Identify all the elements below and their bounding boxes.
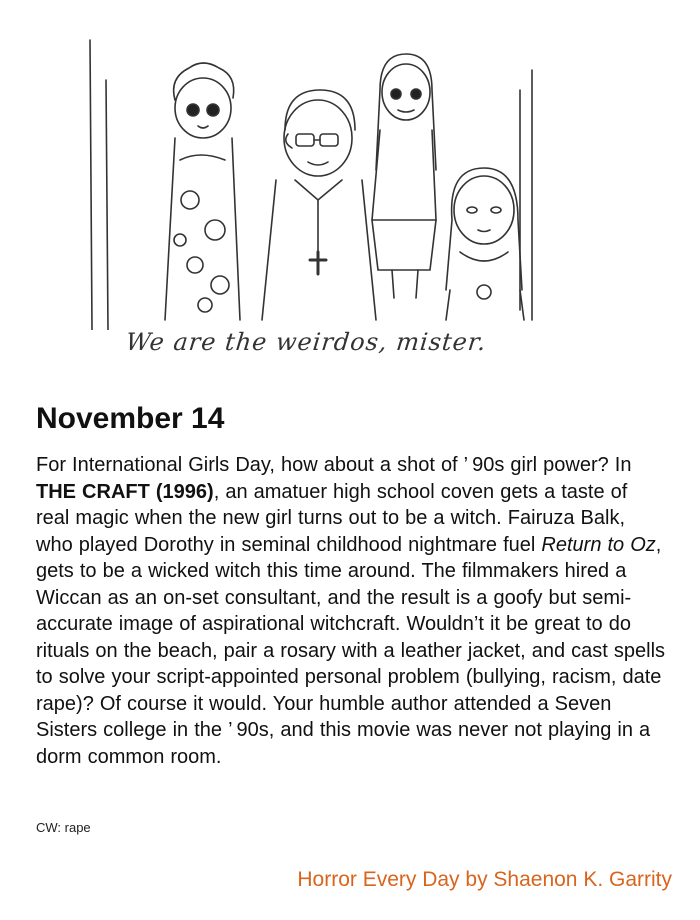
doorframe-left-line: [90, 40, 92, 330]
reference-title: Return to Oz: [541, 533, 656, 556]
body-middle: , an amatuer high school coven gets a taste of real magic when the new girl turns out to be a witch. Fairuza Balk, who played Dorothy in seminal childhood nightmare fuel: [36, 480, 628, 556]
figure-long-hair-girl: [372, 54, 436, 298]
comic-illustration: [80, 30, 540, 330]
author-credit: Horror Every Day by Shaenon K. Garrity: [297, 868, 672, 891]
film-title: THE CRAFT (1996): [36, 480, 214, 503]
entry-date: November 14: [36, 402, 225, 435]
body-intro: For International Girls Day, how about a shot of ’ 90s girl power? In: [36, 454, 632, 476]
figure-curly-hair-girl: [165, 63, 240, 320]
figure-right-girl: [446, 168, 524, 320]
figure-center-glasses-girl: [262, 90, 376, 320]
content-warning: CW: rape: [36, 820, 91, 835]
body-ending: , gets to be a wicked witch this time around. The filmmakers hired a Wiccan as an on-set consultant, and the result is a goofy but semi-accurate image of aspirational witchcraft. Wouldn’t it be great to do rituals on the beach, pair a rosary with a leather jacket, and cast spells to solve your script-appointed personal problem (bullying, racism, date rape)? Of course it would. Your humble author attended a Seven Sisters college in the ’ 90s, and this movie was never not playing in a dorm common room.: [36, 533, 666, 768]
illustration-caption: We are the weirdos, mister.: [124, 328, 488, 356]
entry-body: [36, 452, 666, 770]
